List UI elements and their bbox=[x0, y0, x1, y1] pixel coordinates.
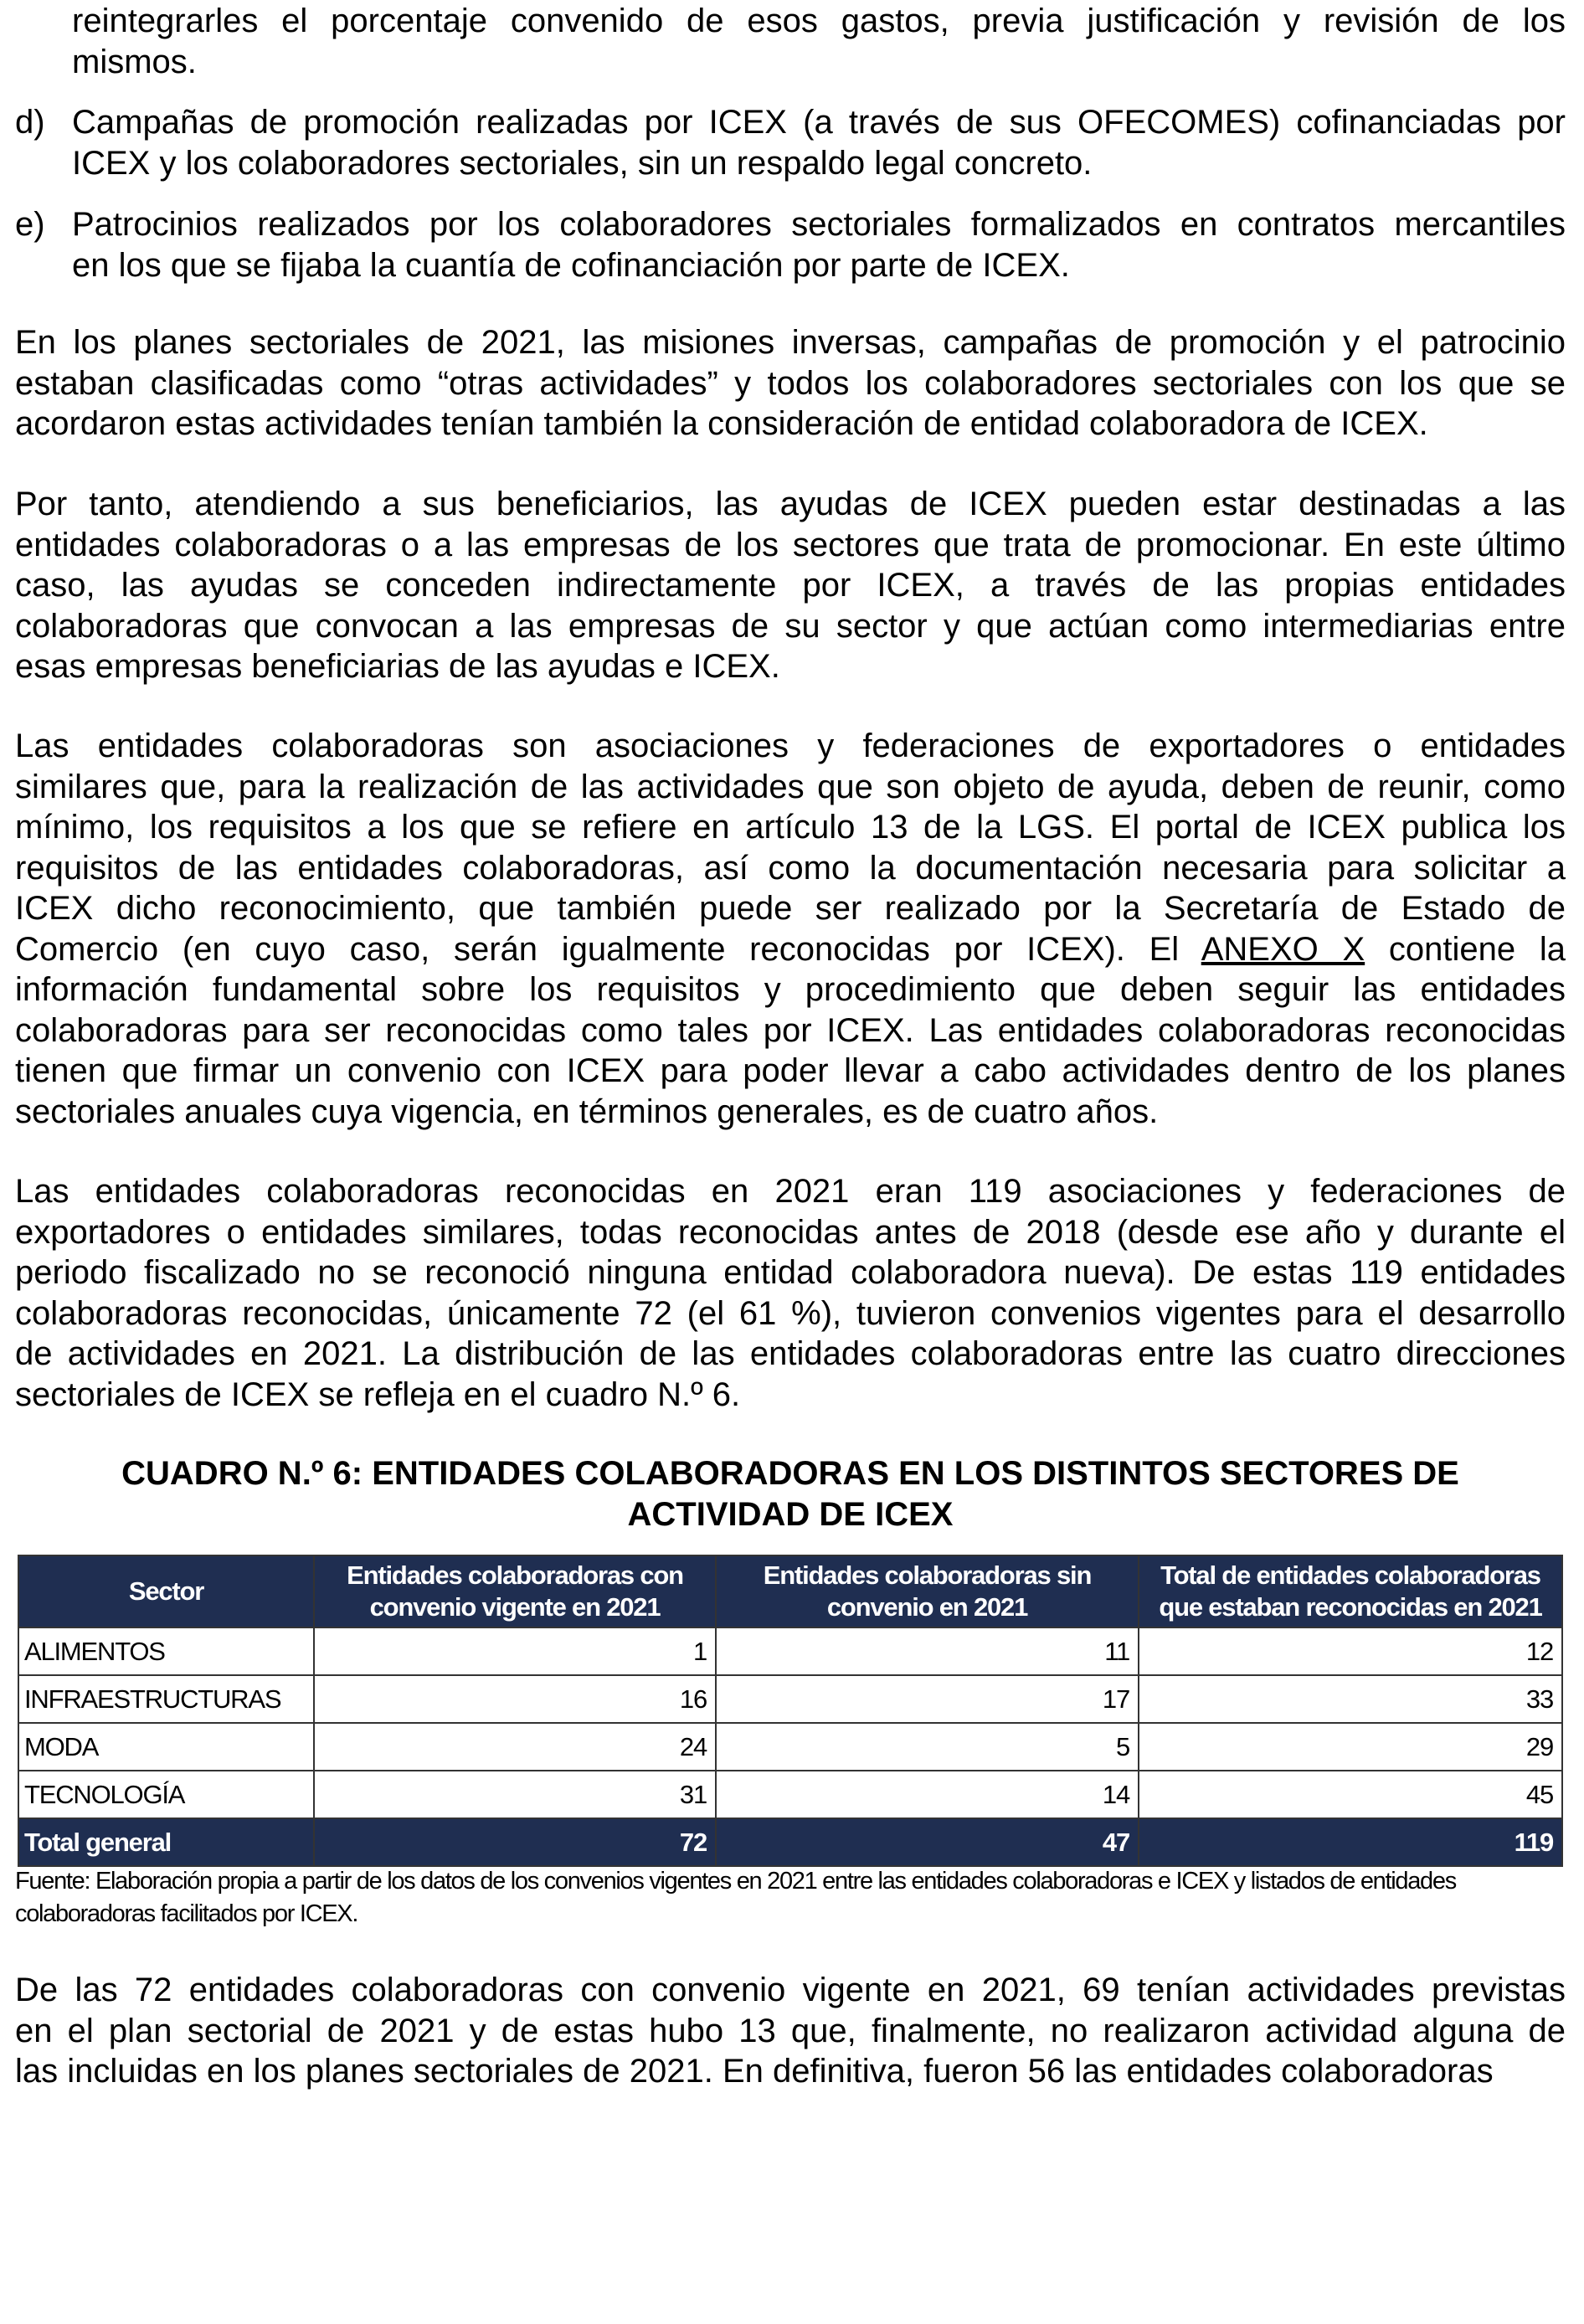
text-line: Las entidades colaboradoras son asociaciones y federaciones de exportadores o entidades bbox=[15, 728, 1566, 764]
text-segment: Comercio (en cuyo caso, serán igualmente reconocidas por ICEX). El bbox=[15, 930, 1201, 968]
list-marker: d) bbox=[15, 104, 45, 141]
paragraph bbox=[15, 726, 1566, 1132]
table-title-line: ACTIVIDAD DE ICEX bbox=[627, 1495, 954, 1533]
value-cell: 24 bbox=[314, 1723, 716, 1771]
total-value: 72 bbox=[314, 1818, 716, 1866]
header-sector: Sector bbox=[18, 1555, 314, 1627]
total-label: Total general bbox=[18, 1818, 314, 1866]
total-value: 119 bbox=[1139, 1818, 1562, 1866]
paragraph bbox=[15, 322, 1566, 445]
text-line: acordaron estas actividades tenían también la consideración de entidad colaboradora de ICEX. bbox=[15, 405, 1428, 442]
text-line: colaboradoras para ser reconocidas como tales por ICEX. Las entidades colaboradoras reconocidas bbox=[15, 1011, 1566, 1049]
text-line: requisitos de las entidades colaboradoras, así como la documentación necesaria para solicitar a bbox=[15, 849, 1566, 887]
table-total-row bbox=[18, 1818, 1562, 1866]
text-line: periodo fiscalizado no se reconoció ninguna entidad colaboradora nueva). De estas 119 entidades bbox=[15, 1254, 1566, 1291]
text-line: ICEX dicho reconocimiento, que también puede ser realizado por la Secretaría de Estado de bbox=[15, 890, 1566, 927]
text-line: Patrocinios realizados por los colaboradores sectoriales formalizados en contratos mercantiles bbox=[72, 206, 1566, 243]
list-item-d bbox=[15, 102, 1566, 183]
value-cell: 12 bbox=[1139, 1627, 1562, 1675]
text-line: similares que, para la realización de las actividades que son objeto de ayuda, deben de reunir, como bbox=[15, 768, 1566, 805]
text-line: sectoriales de ICEX se refleja en el cuadro N.º 6. bbox=[15, 1375, 741, 1413]
table-row bbox=[18, 1675, 1562, 1723]
table-header-row bbox=[18, 1555, 1562, 1627]
table-title-line: CUADRO N.º 6: ENTIDADES COLABORADORAS EN LOS DISTINTOS SECTORES DE bbox=[121, 1455, 1459, 1492]
value-cell: 33 bbox=[1139, 1675, 1562, 1723]
value-cell: 45 bbox=[1139, 1771, 1562, 1818]
sector-cell: TECNOLOGÍA bbox=[18, 1771, 314, 1818]
value-cell: 14 bbox=[716, 1771, 1139, 1818]
anexo-x-link[interactable]: ANEXO X bbox=[1201, 930, 1365, 968]
text-line: sectoriales anuales cuya vigencia, en términos generales, es de cuatro años. bbox=[15, 1093, 1159, 1130]
sector-cell: MODA bbox=[18, 1723, 314, 1771]
sector-cell: ALIMENTOS bbox=[18, 1627, 314, 1675]
text-line: exportadores o entidades similares, todas reconocidas antes de 2018 (desde ese año y durante el bbox=[15, 1213, 1566, 1251]
text-line: De las 72 entidades colaboradoras con convenio vigente en 2021, 69 tenían actividades previstas bbox=[15, 1972, 1566, 2008]
header-total-recognized: Total de entidades colaboradoras que estaban reconocidas en 2021 bbox=[1139, 1555, 1562, 1627]
text-line: esas empresas beneficiarias de las ayudas e ICEX. bbox=[15, 648, 780, 685]
sector-cell: INFRAESTRUCTURAS bbox=[18, 1675, 314, 1723]
text-line: estaban clasificadas como “otras actividades” y todos los colaboradores sectoriales con los que se bbox=[15, 364, 1566, 402]
text-line: colaboradoras reconocidas, únicamente 72 (el 61 %), tuvieron convenios vigentes para el desarrollo bbox=[15, 1294, 1566, 1332]
paragraph bbox=[15, 1171, 1566, 1415]
value-cell: 16 bbox=[314, 1675, 716, 1723]
text-line: de actividades en 2021. La distribución de las entidades colaboradoras entre las cuatro direcciones bbox=[15, 1335, 1566, 1372]
table-row bbox=[18, 1723, 1562, 1771]
text-line: En los planes sectoriales de 2021, las misiones inversas, campañas de promoción y el patrocinio bbox=[15, 324, 1566, 361]
text-line bbox=[15, 929, 1566, 970]
value-cell: 17 bbox=[716, 1675, 1139, 1723]
text-line: ICEX y los colaboradores sectoriales, sin un respaldo legal concreto. bbox=[72, 144, 1093, 182]
text-line: entidades colaboradoras o a las empresas de los sectores que trata de promocionar. En este último bbox=[15, 526, 1566, 563]
text-line: mismos. bbox=[72, 43, 197, 80]
value-cell: 1 bbox=[314, 1627, 716, 1675]
table-source-note bbox=[15, 1865, 1566, 1931]
paragraph bbox=[15, 1970, 1566, 2092]
total-value: 47 bbox=[716, 1818, 1139, 1866]
text-line: en los que se fijaba la cuantía de cofinanciación por parte de ICEX. bbox=[72, 246, 1070, 284]
table-row bbox=[18, 1771, 1562, 1818]
source-line: colaboradoras facilitados por ICEX. bbox=[15, 1900, 358, 1927]
text-line: reintegrarles el porcentaje convenido de esos gastos, previa justificación y revisión de los bbox=[72, 3, 1566, 39]
table-title bbox=[15, 1453, 1566, 1535]
entities-table bbox=[18, 1555, 1563, 1867]
list-item-continuation bbox=[15, 1, 1566, 82]
paragraph bbox=[15, 484, 1566, 687]
header-without-agreement: Entidades colaboradoras sin convenio en 2021 bbox=[716, 1555, 1139, 1627]
value-cell: 29 bbox=[1139, 1723, 1562, 1771]
text-line: tienen que firmar un convenio con ICEX para poder llevar a cabo actividades dentro de los planes bbox=[15, 1052, 1566, 1089]
text-line: colaboradoras que convocan a las empresas de su sector y que actúan como intermediarias entre bbox=[15, 607, 1566, 645]
text-line: información fundamental sobre los requisitos y procedimiento que deben seguir las entidades bbox=[15, 971, 1566, 1008]
text-line: las incluidas en los planes sectoriales de 2021. En definitiva, fueron 56 las entidades colaboradoras bbox=[15, 2053, 1494, 2090]
header-with-agreement: Entidades colaboradoras con convenio vigente en 2021 bbox=[314, 1555, 716, 1627]
text-line: Por tanto, atendiendo a sus beneficiarios, las ayudas de ICEX pueden estar destinadas a las bbox=[15, 486, 1566, 522]
table-row bbox=[18, 1627, 1562, 1675]
text-line: Campañas de promoción realizadas por ICEX (a través de sus OFECOMES) cofinanciadas por bbox=[72, 104, 1566, 141]
value-cell: 5 bbox=[716, 1723, 1139, 1771]
value-cell: 11 bbox=[716, 1627, 1139, 1675]
text-line: Las entidades colaboradoras reconocidas en 2021 eran 119 asociaciones y federaciones de bbox=[15, 1173, 1566, 1210]
list-item-e bbox=[15, 204, 1566, 285]
text-line: en el plan sectorial de 2021 y de estas hubo 13 que, finalmente, no realizaron actividad alguna de bbox=[15, 2012, 1566, 2049]
value-cell: 31 bbox=[314, 1771, 716, 1818]
text-line: caso, las ayudas se conceden indirectamente por ICEX, a través de las propias entidades bbox=[15, 567, 1566, 604]
source-line: Fuente: Elaboración propia a partir de los datos de los convenios vigentes en 2021 entre las entidades colaboradoras e ICEX y listados de entidades bbox=[15, 1868, 1456, 1895]
list-marker: e) bbox=[15, 206, 45, 243]
text-line: mínimo, los requisitos a los que se refiere en artículo 13 de la LGS. El portal de ICEX publica los bbox=[15, 809, 1566, 846]
text-segment: contiene la bbox=[1365, 930, 1566, 968]
